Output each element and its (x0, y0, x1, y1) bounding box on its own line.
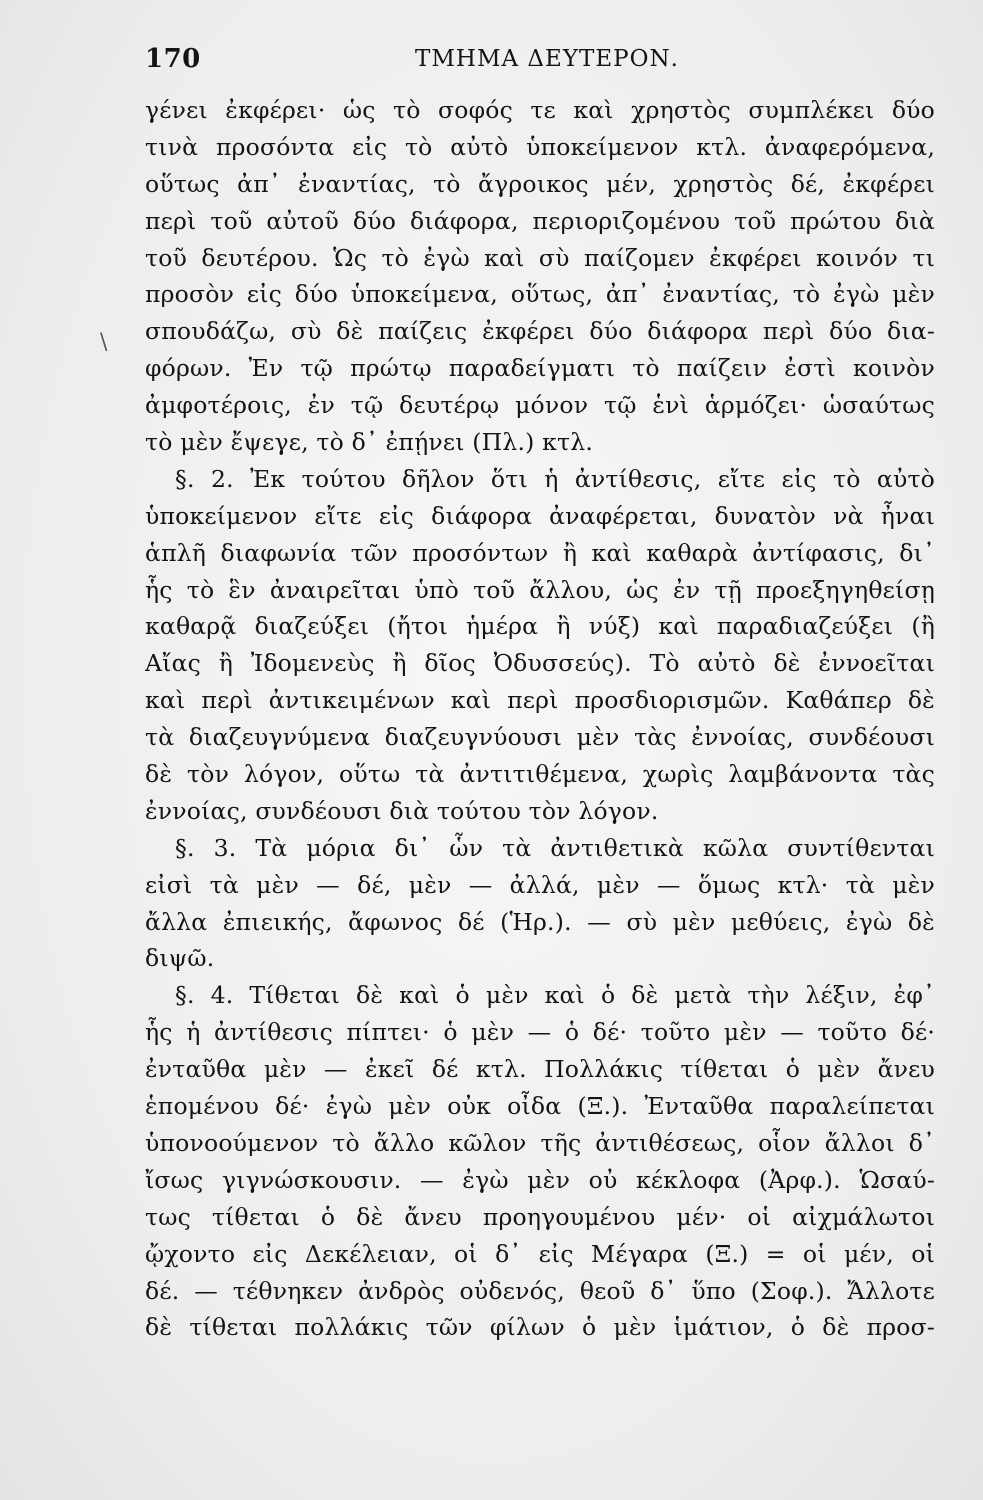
text-line: διψῶ. (145, 944, 215, 973)
text-line: ἄλλα ἐπιεικής, ἄφωνος δέ (Ἡρ.). — σὺ μὲν μεθύεις, ἐγὼ δὲ (145, 907, 935, 936)
text-line: τως τίθεται ὁ δὲ ἄνευ προηγουμένου μέν· οἱ αἰχμάλωτοι (145, 1202, 935, 1231)
section-2-start: §. 2. Ἐκ τούτου δῆλον ὅτι ἡ ἀντίθεσις, εἴτε εἰς τὸ αὐτὸ (175, 464, 935, 493)
text-line: ἁπλῆ διαφωνία τῶν προσόντων ἢ καὶ καθαρὰ ἀντίφασις, δι᾽ (145, 538, 935, 567)
section-4-start: §. 4. Τίθεται δὲ καὶ ὁ μὲν καὶ ὁ δὲ μετὰ τὴν λέξιν, ἐφ᾽ (175, 981, 935, 1010)
page-number: 170 (145, 44, 201, 74)
text-line: καθαρᾷ διαζεύξει (ἤτοι ἡμέρα ἢ νύξ) καὶ παραδιαζεύξει (ἢ (145, 612, 935, 641)
text-line: σπουδάζω, σὺ δὲ παίζεις ἐκφέρει δύο διάφορα περὶ δύο δια- (145, 317, 935, 346)
text-line: φόρων. Ἐν τῷ πρώτῳ παραδείγματι τὸ παίζειν ἐστὶ κοινὸν (145, 354, 935, 383)
margin-mark: \ (100, 330, 108, 355)
text-line: τινὰ προσόντα εἰς τὸ αὐτὸ ὑποκείμενον κτλ. ἀναφερόμενα, (145, 132, 935, 161)
text-line: καὶ περὶ ἀντικειμένων καὶ περὶ προσδιορισμῶν. Καθάπερ δὲ (145, 686, 935, 715)
text-line: ὑπονοούμενον τὸ ἄλλο κῶλον τῆς ἀντιθέσεως, οἷον ἄλλοι δ᾽ (145, 1128, 935, 1157)
text-line: δέ. — τέθνηκεν ἀνδρὸς οὐδενός, θεοῦ δ᾽ ὕπο (Σοφ.). Ἄλλοτε (145, 1276, 935, 1305)
running-head: ΤΜΗΜΑ ΔΕΥΤΕΡΟΝ. (415, 46, 679, 72)
page-header (145, 40, 930, 80)
text-line: οὕτως ἀπ᾽ ἐναντίας, τὸ ἄγροικος μέν, χρηστὸς δέ, ἐκφέρει (145, 169, 935, 198)
body-text (145, 92, 935, 1346)
text-line: περὶ τοῦ αὐτοῦ δύο διάφορα, περιοριζομένου τοῦ πρώτου διὰ (145, 206, 935, 235)
text-line: ἀμφοτέροις, ἐν τῷ δευτέρῳ μόνον τῷ ἑνὶ ἁρμόζει· ὡσαύτως (145, 391, 935, 420)
text-line: δὲ τὸν λόγον, οὕτω τὰ ἀντιτιθέμενα, χωρὶς λαμβάνοντα τὰς (145, 760, 935, 789)
text-line: ἐνταῦθα μὲν — ἐκεῖ δέ κτλ. Πολλάκις τίθεται ὁ μὲν ἄνευ (145, 1055, 935, 1084)
text-line: ἑπομένου δέ· ἐγὼ μὲν οὐκ οἶδα (Ξ.). Ἐνταῦθα παραλείπεται (145, 1092, 935, 1121)
section-3-start: §. 3. Τὰ μόρια δι᾽ ὧν τὰ ἀντιθετικὰ κῶλα συντίθενται (175, 833, 935, 862)
text-line: ἴσως γιγνώσκουσιν. — ἐγὼ μὲν οὐ κέκλοφα (Ἀρφ.). Ὡσαύ- (145, 1165, 935, 1194)
text-line: ᾤχοντο εἰς Δεκέλειαν, οἱ δ᾽ εἰς Μέγαρα (Ξ.) = οἱ μέν, οἱ (145, 1239, 935, 1268)
text-line: τοῦ δευτέρου. Ὡς τὸ ἐγὼ καὶ σὺ παίζομεν ἐκφέρει κοινόν τι (145, 243, 935, 272)
text-line: τὰ διαζευγνύμενα διαζευγνύουσι μὲν τὰς ἐννοίας, συνδέουσι (145, 723, 935, 752)
text-line: ἐννοίας, συνδέουσι διὰ τούτου τὸν λόγον. (145, 796, 659, 825)
text-line: ἧς τὸ ἓν ἀναιρεῖται ὑπὸ τοῦ ἄλλου, ὡς ἐν τῇ προεξηγηθείσῃ (145, 575, 935, 604)
text-line: Αἴας ἢ Ἰδομενεὺς ἢ δῖος Ὀδυσσεύς). Τὸ αὐτὸ δὲ ἐννοεῖται (145, 649, 935, 678)
text-line: ὑποκείμενον εἴτε εἰς διάφορα ἀναφέρεται, δυνατὸν νὰ ἦναι (145, 501, 935, 530)
text-line: εἰσὶ τὰ μὲν — δέ, μὲν — ἀλλά, μὲν — ὅμως κτλ· τὰ μὲν (145, 870, 935, 899)
text-line: προσὸν εἰς δύο ὑποκείμενα, οὕτως, ἀπ᾽ ἐναντίας, τὸ ἐγὼ μὲν (145, 280, 935, 309)
text-line: γένει ἐκφέρει· ὡς τὸ σοφός τε καὶ χρηστὸς συμπλέκει δύο (145, 96, 935, 124)
text-line: δὲ τίθεται πολλάκις τῶν φίλων ὁ μὲν ἱμάτιον, ὁ δὲ προσ- (145, 1313, 935, 1342)
text-line: ἧς ἡ ἀντίθεσις πίπτει· ὁ μὲν — ὁ δέ· τοῦτο μὲν — τοῦτο δέ· (145, 1018, 935, 1047)
text-line: τὸ μὲν ἔψεγε, τὸ δ᾽ ἐπῄνει (Πλ.) κτλ. (145, 428, 594, 457)
